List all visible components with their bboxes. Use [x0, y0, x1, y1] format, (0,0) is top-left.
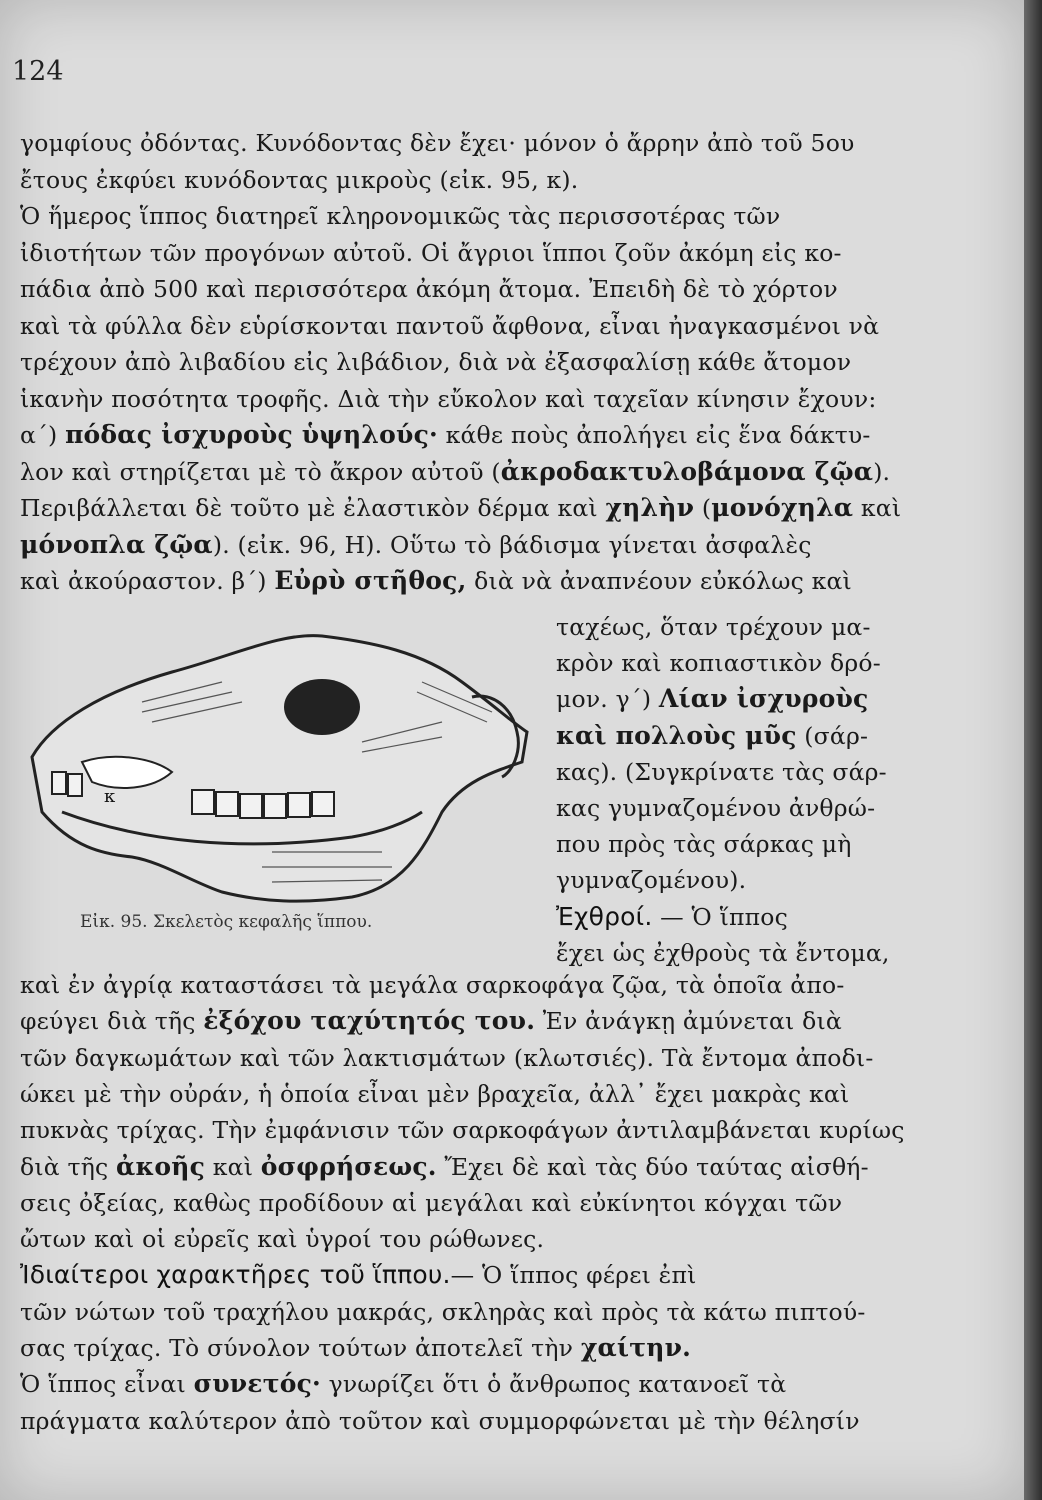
- figure-caption: Εἰκ. 95. Σκελετὸς κεφαλῆς ἵππου.: [80, 912, 373, 932]
- text-run: καὶ ἀκούραστον. β΄): [20, 567, 275, 595]
- bold-term: συνετός·: [193, 1369, 321, 1399]
- section-heading: Ἰδιαίτεροι χαρακτῆρες τοῦ ἵππου.: [20, 1260, 451, 1290]
- bold-term: ἀκροδακτυλοβάμονα ζῷα: [500, 456, 874, 486]
- text-run: α΄): [20, 421, 66, 449]
- text-line: [556, 829, 891, 859]
- text-run: διὰ τῆς: [20, 1152, 117, 1181]
- bold-term: ἐξόχου ταχύτητός του.: [203, 1006, 536, 1036]
- text-run: Περιβάλλεται δὲ τοῦτο μὲ ἐλαστικὸν δέρμα καὶ: [20, 494, 606, 522]
- orbit: [284, 679, 360, 735]
- bold-term: μονόχηλα: [711, 493, 854, 522]
- text-line: [20, 1224, 890, 1254]
- text-run: γυμναζομένου).: [556, 866, 747, 895]
- bold-term: Λίαν ἰσχυροὺς: [658, 684, 869, 714]
- text-run: φεύγει διὰ τῆς: [20, 1007, 204, 1036]
- text-line: [20, 1006, 890, 1036]
- text-line: [20, 347, 890, 377]
- text-line: [556, 612, 891, 642]
- text-run: τῶν δαγκωμάτων καὶ τῶν λακτισμάτων (κλωτσιές). Τὰ ἔντομα ἀποδι-: [20, 1043, 874, 1072]
- text-line: [20, 238, 890, 268]
- text-line: [556, 902, 891, 932]
- bold-term: ὀσφρήσεως.: [260, 1151, 437, 1181]
- text-run: κας). (Συγκρίνατε τὰς σάρ-: [556, 757, 887, 786]
- text-line: [20, 970, 890, 1000]
- text-run: ἔχει ὡς ἐχθροὺς τὰ ἔντομα,: [556, 938, 890, 967]
- text-line: [20, 530, 890, 560]
- text-line: [20, 165, 890, 195]
- text-run: καὶ ἐν ἀγρίᾳ καταστάσει τὰ μεγάλα σαρκοφάγα ζῷα, τὰ ὁποῖα ἀπο-: [20, 971, 845, 999]
- bold-term: χηλὴν: [605, 493, 695, 522]
- text-run: τῶν νώτων τοῦ τραχήλου μακράς, σκληρὰς καὶ πρὸς τὰ κάτω πιπτού-: [20, 1297, 866, 1326]
- text-line: [20, 1188, 890, 1218]
- text-run: (σάρ-: [796, 721, 869, 750]
- text-run: Ἔχει δὲ καὶ τὰς δύο ταύτας αἰσθή-: [436, 1152, 869, 1181]
- text-run: κάθε ποὺς ἀπολήγει εἰς ἕνα δάκτυ-: [437, 421, 871, 449]
- text-run: καὶ: [205, 1152, 261, 1181]
- text-run: ταχέως, ὅταν τρέχουν μα-: [556, 613, 871, 641]
- bold-term: μόνοπλα ζῷα: [20, 529, 213, 559]
- text-run: διὰ νὰ ἀναπνέουν εὐκόλως καὶ: [466, 567, 852, 595]
- text-line: [556, 865, 891, 895]
- text-run: Ὁ ἵππος εἶναι: [20, 1370, 194, 1399]
- text-run: ἔτους ἐκφύει κυνόδοντας μικροὺς (εἰκ. 95, κ).: [20, 165, 579, 194]
- text-line: [556, 721, 891, 751]
- text-run: λον καὶ στηρίζεται μὲ τὸ ἄκρον αὐτοῦ (: [20, 457, 501, 486]
- text-run: γνωρίζει ὅτι ὁ ἄνθρωπος κατανοεῖ τὰ: [320, 1370, 787, 1399]
- text-line: [556, 938, 891, 968]
- text-run: Ἐν ἀνάγκῃ ἀμύνεται διὰ: [535, 1007, 842, 1036]
- text-line: [556, 757, 891, 787]
- text-run: κρὸν καὶ κοπιαστικὸν δρό-: [556, 649, 881, 678]
- text-line: [20, 384, 890, 414]
- text-run: ). (εἰκ. 96, Η). Οὕτω τὸ βάδισμα γίνεται ἀσφαλὲς: [212, 530, 812, 559]
- text-line: [20, 311, 890, 341]
- text-line: [20, 1406, 890, 1436]
- text-line: [20, 1297, 890, 1327]
- bold-term: καὶ πολλοὺς μῦς: [556, 720, 797, 750]
- text-line: [20, 128, 890, 158]
- text-line: [20, 1333, 890, 1363]
- section-heading: Ἐχθροί.: [556, 901, 653, 931]
- text-run: Ὁ ἥμερος ἵππος διατηρεῖ κληρονομικῶς τὰς περισσοτέρας τῶν: [20, 202, 781, 230]
- bold-term: ἀκοῆς: [116, 1151, 206, 1181]
- text-line: [556, 684, 891, 714]
- text-run: πυκνὰς τρίχας. Τὴν ἐμφάνισιν τῶν σαρκοφάγων ἀντιλαμβάνεται κυρίως: [20, 1116, 905, 1145]
- bold-term: πόδας ἰσχυροὺς ὑψηλούς·: [65, 420, 438, 449]
- text-line: [20, 1369, 890, 1399]
- text-line: [20, 457, 890, 487]
- text-run: κας γυμναζομένου ἀνθρώ-: [556, 794, 876, 822]
- text-run: πράγματα καλύτερον ἀπὸ τοῦτον καὶ συμμορφώνεται μὲ τὴν θέλησίν: [20, 1406, 860, 1435]
- text-line: [20, 1152, 890, 1182]
- text-run: καὶ: [853, 494, 902, 522]
- text-line: [20, 566, 890, 596]
- text-run: τρέχουν ἀπὸ λιβαδίου εἰς λιβάδιον, διὰ νὰ ἐξασφαλίσῃ κάθε ἄτομον: [20, 348, 852, 376]
- canine-label: κ: [104, 786, 116, 807]
- text-line: [20, 274, 890, 304]
- text-line: [20, 1260, 890, 1290]
- text-run: σεις ὀξείας, καθὼς προδίδουν αἱ μεγάλαι καὶ εὐκίνητοι κόγχαι τῶν: [20, 1188, 843, 1217]
- text-run: σας τρίχας. Τὸ σύνολον τούτων ἀποτελεῖ τὴν: [20, 1334, 581, 1362]
- text-line: [20, 1115, 905, 1145]
- text-run: καὶ τὰ φύλλα δὲν εὑρίσκονται παντοῦ ἄφθονα, εἶναι ἠναγκασμένοι νὰ: [20, 311, 880, 340]
- text-run: ώκει μὲ τὴν οὐράν, ἡ ὁποία εἶναι μὲν βραχεῖα, ἀλλ᾿ ἔχει μακρὰς καὶ: [20, 1079, 850, 1108]
- text-run: — Ὁ ἵππος φέρει ἐπὶ: [450, 1261, 697, 1290]
- text-run: ἰδιοτήτων τῶν προγόνων αὐτοῦ. Οἱ ἄγριοι ἵπποι ζοῦν ἀκόμη εἰς κο-: [20, 238, 842, 267]
- text-line: [20, 1043, 890, 1073]
- text-run: (: [694, 494, 712, 522]
- text-run: ἱκανὴν ποσότητα τροφῆς. Διὰ τὴν εὔκολον καὶ ταχεῖαν κίνησιν ἔχουν:: [20, 384, 877, 413]
- text-run: που πρὸς τὰς σάρκας μὴ: [556, 830, 852, 859]
- bold-term: Εὐρὺ στῆθος,: [274, 566, 467, 595]
- text-line: [556, 648, 891, 678]
- text-run: μον. γ΄): [556, 685, 659, 714]
- text-line: [20, 1079, 890, 1109]
- text-run: — Ὁ ἵππος: [652, 902, 789, 931]
- text-run: γομφίους ὀδόντας. Κυνόδοντας δὲν ἔχει· μόνον ὁ ἄρρην ἀπὸ τοῦ 5ου: [20, 129, 855, 157]
- horse-skull-figure: [22, 612, 542, 907]
- bold-term: χαίτην.: [580, 1333, 692, 1362]
- text-line: [20, 493, 902, 523]
- text-run: ).: [873, 457, 891, 486]
- text-line: [556, 793, 891, 823]
- text-line: [20, 420, 890, 450]
- text-run: ὤτων καὶ οἱ εὐρεῖς καὶ ὑγροί του ρώθωνες.: [20, 1225, 545, 1254]
- text-run: πάδια ἀπὸ 500 καὶ περισσότερα ἀκόμη ἄτομα. Ἐπειδὴ δὲ τὸ χόρτον: [20, 275, 838, 303]
- page-edge: [1024, 0, 1042, 1500]
- page-number: 124: [12, 56, 64, 87]
- text-line: [20, 201, 890, 231]
